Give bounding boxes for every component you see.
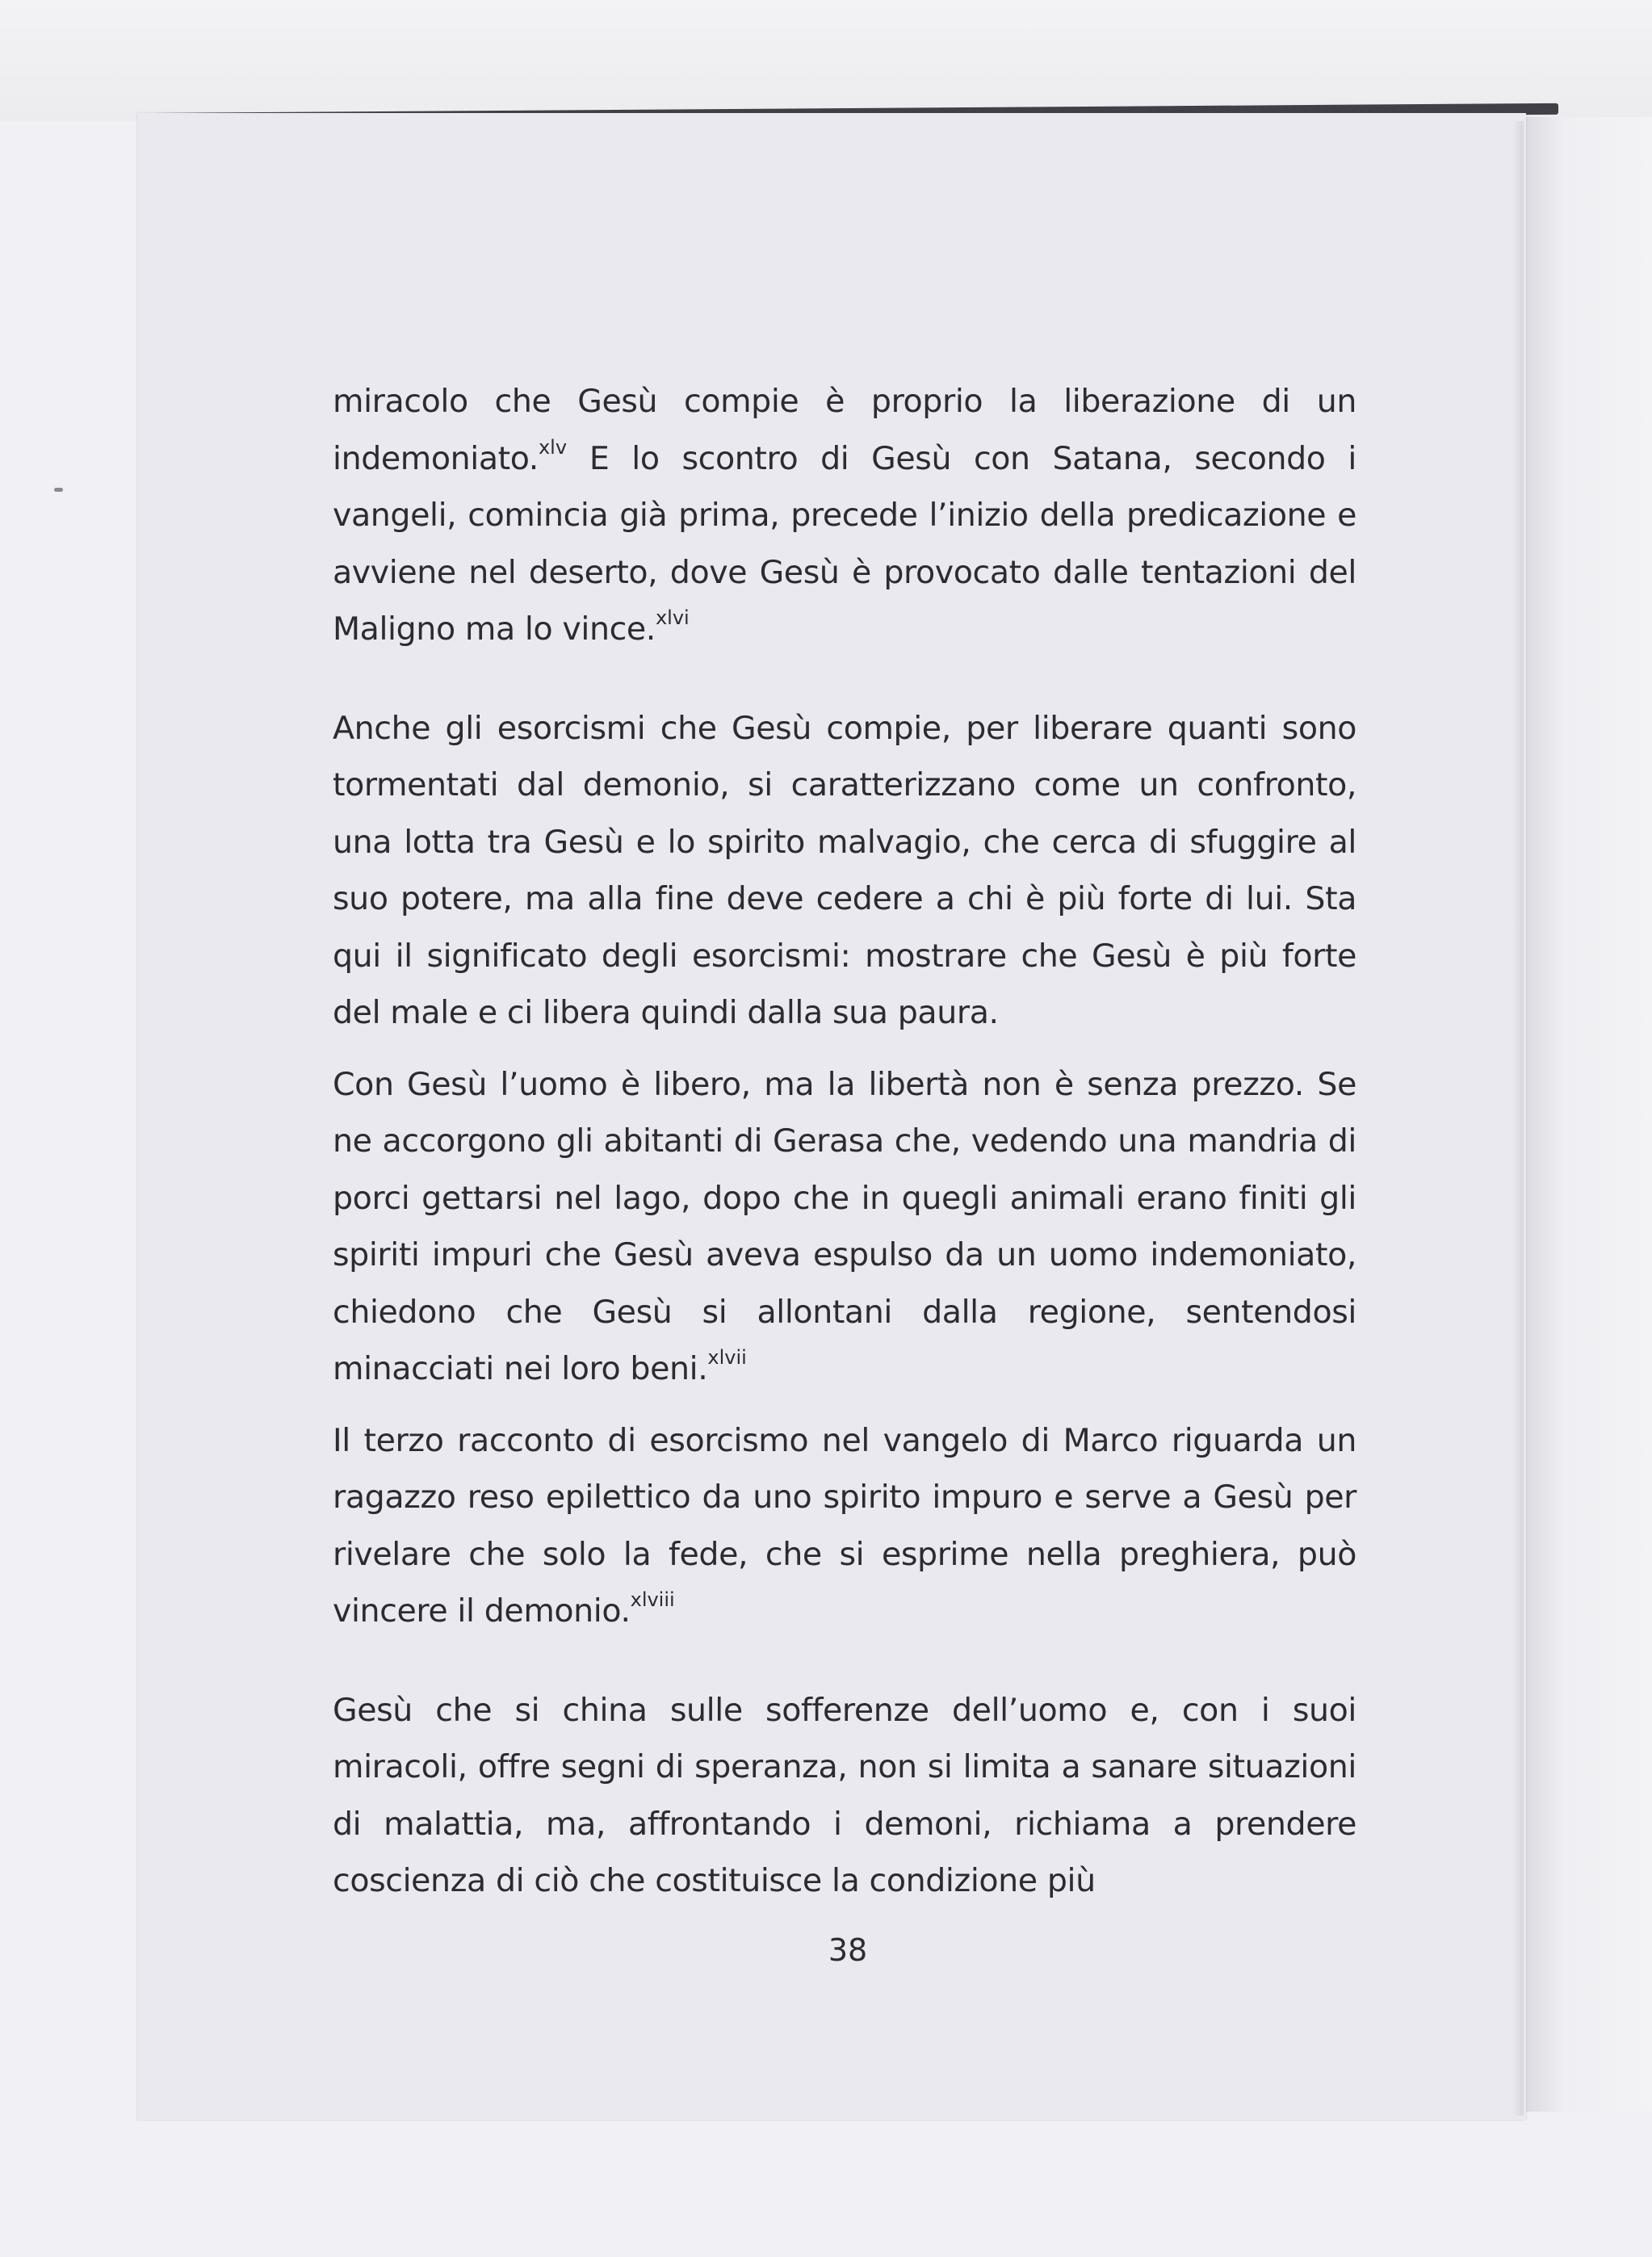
paragraph-text: Gesù che si china sulle sofferenze dell’uomo e, con i suoi miracoli, offre segni di speranza, non si limita a sanare situazioni di malattia, ma, affrontando i demoni, richiama a prendere coscienza di ciò che costituisce la condizione più bbox=[333, 1691, 1356, 1899]
paragraph-2 bbox=[333, 700, 1356, 1042]
endnote-marker-xlviii[interactable]: xlviii bbox=[630, 1588, 675, 1611]
page-number: 38 bbox=[828, 1932, 868, 1968]
paragraph-text: miracolo che Gesù compie è proprio la liberazione di un indemoniato. bbox=[333, 383, 1356, 477]
paragraph-5 bbox=[333, 1682, 1356, 1910]
paragraph-text: Il terzo racconto di esorcismo nel vangelo di Marco riguarda un ragazzo reso epilettico da uno spirito impuro e serve a Gesù per rivelare che solo la fede, che si esprime nella preghiera, può vincere il demonio. bbox=[333, 1421, 1356, 1630]
next-page-edge bbox=[1526, 117, 1652, 2112]
endnote-marker-xlv[interactable]: xlv bbox=[538, 435, 568, 459]
paragraph-1 bbox=[333, 373, 1356, 658]
paragraph-3 bbox=[333, 1056, 1356, 1398]
scan-background bbox=[0, 0, 1652, 121]
paragraph-text: Anche gli esorcismi che Gesù compie, per liberare quanti sono tormentati dal demonio, si caratterizzano come un confronto, una lotta tra Gesù e lo spirito malvagio, che cerca di sfuggire al suo potere, ma alla fine deve cedere a chi è più forte di lui. Sta qui il significato degli esorcismi: mostrare che Gesù è più forte del male e ci libera quindi dalla sua paura. bbox=[333, 709, 1356, 1031]
body-text bbox=[333, 373, 1356, 1910]
endnote-marker-xlvi[interactable]: xlvi bbox=[655, 606, 690, 629]
scan-speck bbox=[54, 488, 63, 492]
paragraph-text: Con Gesù l’uomo è libero, ma la libertà non è senza prezzo. Se ne accorgono gli abitanti di Gerasa che, vedendo una mandria di porci gettarsi nel lago, dopo che in quegli animali erano finiti gli spiriti impuri che Gesù aveva espulso da un uomo indemoniato, chiedono che Gesù si allontani dalla regione, sentendosi minacciati nei loro beni. bbox=[333, 1065, 1356, 1387]
endnote-marker-xlvii[interactable]: xlvii bbox=[707, 1346, 747, 1369]
paragraph-4 bbox=[333, 1412, 1356, 1640]
paragraph-text: E lo scontro di Gesù con Satana, secondo i vangeli, comincia già prima, precede l’inizio della predicazione e avviene nel deserto, dove Gesù è provocato dalle tentazioni del Maligno ma lo vince. bbox=[333, 439, 1356, 648]
page-fold-edge bbox=[1514, 121, 1524, 2116]
